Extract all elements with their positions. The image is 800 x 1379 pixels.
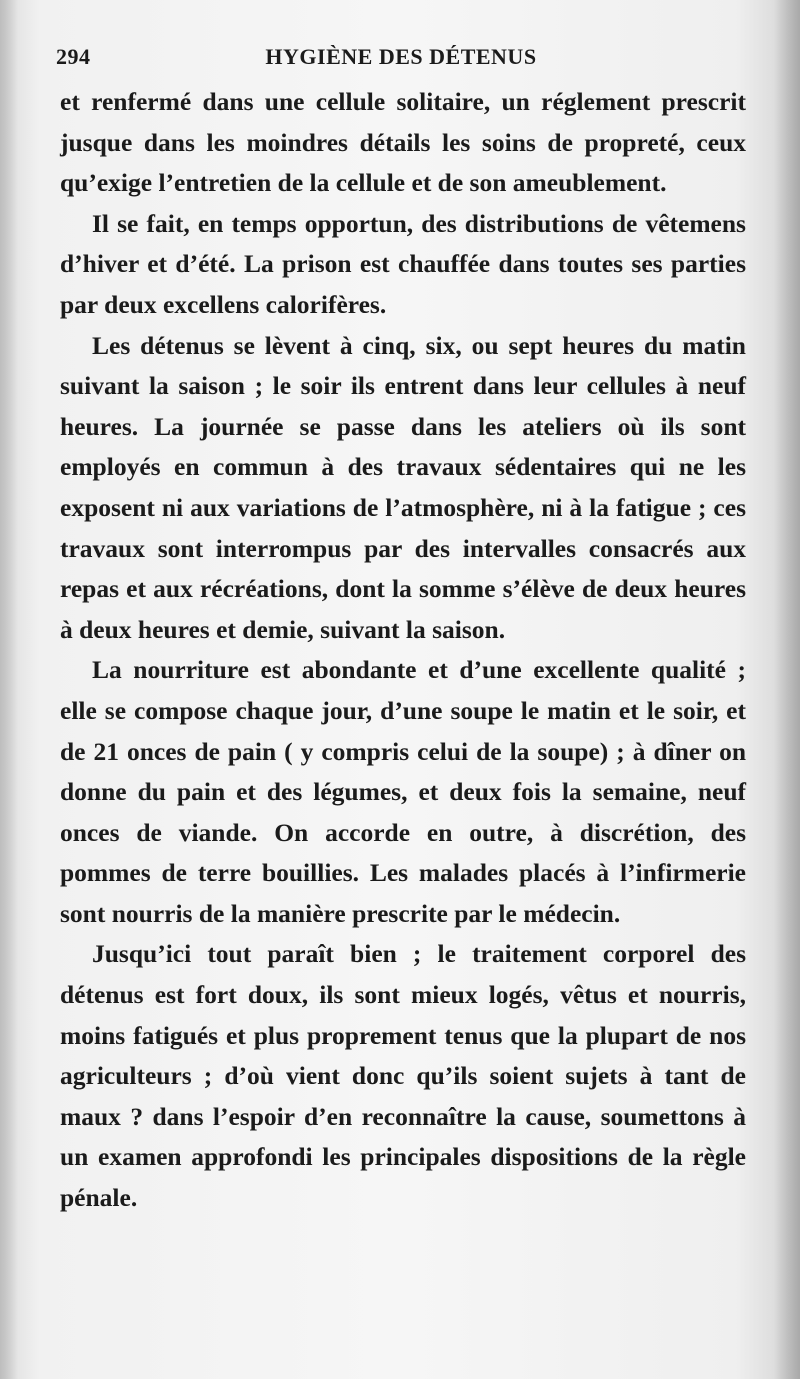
page-number: 294 [56, 44, 91, 69]
paragraph-cellule-continuation: et renfermé dans une cellule solitaire, un réglement prescrit jusque dans les moindres détails les soins de propreté, ceux qu’exige l’entretien de la cellule et de son ameublement. [60, 87, 746, 198]
paragraph-nourriture: La nourriture est abondante et d’une excellente qualité ; elle se compose chaque jour, d’une soupe le matin et le soir, et de 21 onces de pain ( y compris celui de la soupe) ; à dîner on donne du pain et des légumes, et deux fois la semaine, neuf onces de viande. On accorde en outre, à discrétion, des pommes de terre bouillies. Les malades placés à l’infirmerie sont nourris de la manière prescrite par le médecin. [60, 655, 746, 928]
page-left-shadow [0, 0, 18, 1379]
paragraph-journee: Les détenus se lèvent à cinq, six, ou sept heures du matin suivant la saison ; le soir ils entrent dans leur cellules à neuf heures. La journée se passe dans les ateliers où ils sont employés en commun à des travaux sédentaires qui ne les exposent ni aux variations de l’atmosphère, ni à la fatigue ; ces travaux sont interrompus par des intervalles consacrés aux repas et aux récréations, dont la somme s’élève de deux heures à deux heures et demie, suivant la saison. [60, 330, 746, 644]
body-text [60, 82, 746, 1219]
paragraph-vetements: Il se fait, en temps opportun, des distributions de vêtemens d’hiver et d’été. La prison est chauffée dans toutes ses parties par deux excellens calorifères. [60, 208, 746, 319]
paragraph-traitement: Jusqu’ici tout paraît bien ; le traitement corporel des détenus est fort doux, ils sont mieux logés, vêtus et nourris, moins fatigués et plus proprement tenus que la plupart de nos agriculteurs ; d’où vient donc qu’ils soient sujets à tant de maux ? dans l’espoir d’en reconnaître la cause, soumettons à un examen approfondi les principales dispositions de la règle pénale. [60, 939, 746, 1213]
running-head: HYGIÈNE DES DÉTENUS [265, 44, 537, 69]
page-header [56, 40, 746, 76]
page-right-shadow [774, 0, 800, 1379]
